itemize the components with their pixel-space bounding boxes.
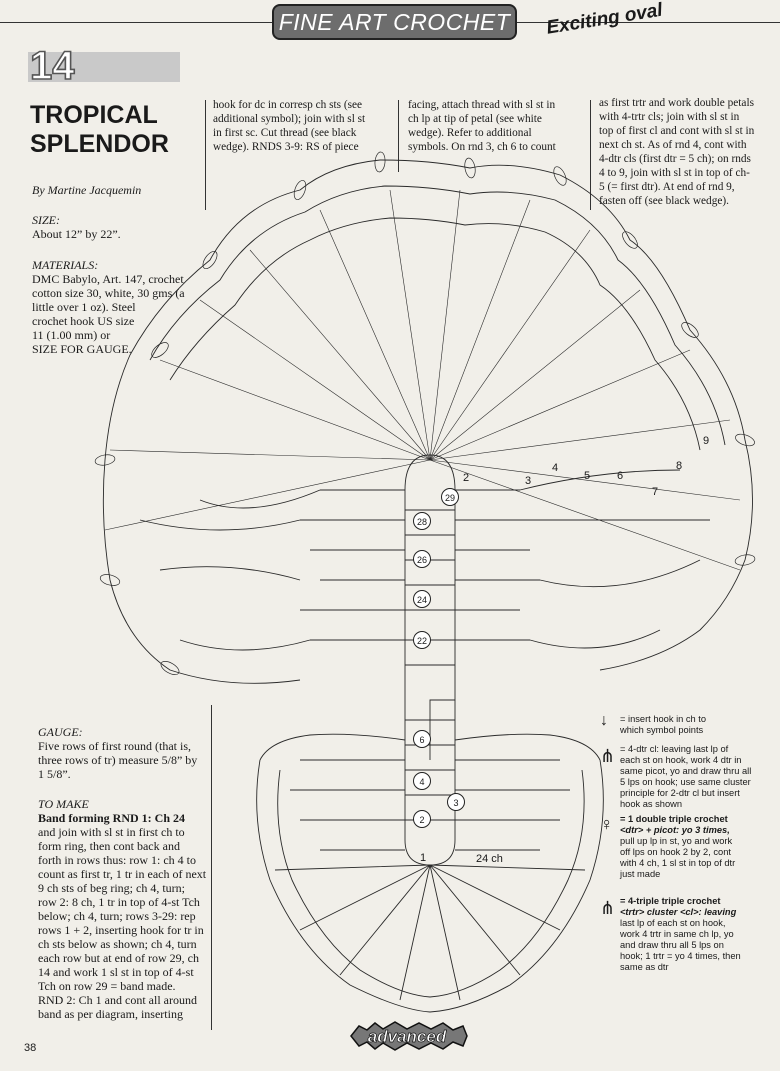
chain-annotation: 24 ch <box>476 853 503 865</box>
legend-line: same as dtr <box>620 962 669 972</box>
legend-item <box>598 742 778 812</box>
legend-line: same picot, yo and draw thru all <box>620 766 752 776</box>
text-line: facing, attach thread with sl st in <box>408 99 556 111</box>
legend-line: principle for 2-dtr cl but insert <box>620 788 740 798</box>
legend-line: hook; 1 trtr = yo 4 times, then <box>620 951 741 961</box>
materials-label: MATERIALS: <box>32 258 99 272</box>
legend-line: = 4-triple triple crochet <box>620 896 721 906</box>
legend-line: each st on hook, work 4 dtr in <box>620 755 742 765</box>
four-trtr-cluster-icon: ⋔ <box>600 898 616 918</box>
band-row-label: 24 <box>413 590 431 608</box>
round-label: 7 <box>652 486 659 498</box>
legend-item <box>598 712 778 742</box>
level-badge-label: advanced <box>367 1027 447 1046</box>
round-label: 3 <box>525 475 532 487</box>
text-line: form ring, then cont back and <box>38 839 180 853</box>
legend-line: off lps on hook 2 by 2, cont <box>620 847 731 857</box>
legend-line: 5 lps on hook; use same cluster <box>620 777 751 787</box>
size-label: SIZE: <box>32 213 60 227</box>
text-line: band as per diagram, inserting <box>38 1007 183 1021</box>
legend-item <box>598 812 778 894</box>
text-line: wedge). Refer to additional <box>408 127 532 139</box>
text-line: Tch on row 29 = band made. <box>38 979 176 993</box>
text-line: below; ch 4, turn; rows 3-29: rep <box>38 909 196 923</box>
band-row-label: 3 <box>447 793 465 811</box>
lower-fan <box>257 734 604 1012</box>
gauge-label: GAUGE: <box>38 725 83 739</box>
text-line: wedge). RNDS 3-9: RS of piece <box>213 141 359 153</box>
band-row-label: 2 <box>413 810 431 828</box>
text-line: next ch st. As of rnd 4, cont with <box>599 139 747 151</box>
magazine-title-banner: FINE ART CROCHET <box>272 4 517 40</box>
legend-line: <dtr> + picot: yo 3 times, <box>620 825 730 835</box>
legend-line: <trtr> cluster <cl>: leaving <box>620 907 737 917</box>
materials-line: SIZE FOR GAUGE. <box>32 342 132 356</box>
text-line: 1 5/8”. <box>38 767 71 781</box>
pattern-number: 14 <box>30 44 75 88</box>
legend-item <box>598 894 778 984</box>
text-line: rows 1 + 2, inserting hook for tr in <box>38 923 204 937</box>
text-line: 5 (= first dtr). At end of rnd 9, <box>599 181 735 193</box>
page-number: 38 <box>24 1042 37 1054</box>
band-row-label: 22 <box>413 631 431 649</box>
legend-line: = 4-dtr cl: leaving last lp of <box>620 744 729 754</box>
text-line: row 2: 8 ch, 1 tr in top of 4-st Tch <box>38 895 200 909</box>
author-byline: By Martine Jacquemin <box>32 183 142 197</box>
materials-line: DMC Babylo, Art. 147, crochet <box>32 272 184 286</box>
round-label: 6 <box>617 470 624 482</box>
level-badge <box>345 1020 470 1052</box>
band-row-label: 26 <box>413 550 431 568</box>
text-line: RND 2: Ch 1 and cont all around <box>38 993 197 1007</box>
size-value: About 12” by 22”. <box>32 227 121 241</box>
insert-hook-icon: ↓ <box>600 712 608 729</box>
round-label: 2 <box>463 472 470 484</box>
band-row-label: 4 <box>413 772 431 790</box>
legend-line: pull up lp in st, yo and work <box>620 836 733 846</box>
text-line: each row but at end of row 29, ch <box>38 951 199 965</box>
legend-line: = 1 double triple crochet <box>620 814 728 824</box>
legend-line: with 4 ch, 1 sl st in top of dtr <box>620 858 736 868</box>
materials-line: cotton size 30, white, 30 gms (a <box>32 286 185 300</box>
legend-line: = insert hook in ch to <box>620 714 707 724</box>
text-line: three rows of tr) measure 5/8” by <box>38 753 198 767</box>
legend-line: last lp of each st on hook, <box>620 918 726 928</box>
text-line: 9 ch sts of beg ring; ch 4, turn; <box>38 881 185 895</box>
text-line: top of first cl and cont with sl st in <box>599 125 755 137</box>
round-label: 9 <box>703 435 710 447</box>
text-line: in first sc. Cut thread (see black <box>213 127 357 139</box>
band-row-label: 29 <box>441 488 459 506</box>
legend-line: hook as shown <box>620 799 683 809</box>
text-line: additional symbol); join with sl st <box>213 113 366 125</box>
symbol-legend <box>598 712 778 984</box>
band-row-label: 28 <box>413 512 431 530</box>
title-line-2: SPLENDOR <box>30 130 169 158</box>
dtr-picot-icon: ♀ <box>600 814 614 834</box>
tagline: Exciting oval <box>545 0 665 39</box>
text-line: Five rows of first round (that is, <box>38 739 191 753</box>
legend-line: just made <box>620 869 661 879</box>
text-line: Band forming RND 1: Ch 24 <box>38 811 186 825</box>
legend-line: and draw thru all 5 lps on <box>620 940 724 950</box>
round-label: 4 <box>552 462 559 474</box>
text-line: with 4-trtr cls; join with sl st in <box>599 111 740 123</box>
materials-line: 11 (1.00 mm) or <box>32 328 111 342</box>
band-row-label: 1 <box>420 852 427 864</box>
text-line: 4 to 9, join with sl st in top of ch- <box>599 167 750 179</box>
text-line: and join with sl st in first ch to <box>38 825 185 839</box>
four-dtr-cluster-icon: ⋔ <box>600 746 616 766</box>
round-label: 8 <box>676 460 683 472</box>
text-line: symbols. On rnd 3, ch 6 to count <box>408 141 556 153</box>
text-line: ch sts below as shown; ch 4, turn <box>38 937 197 951</box>
materials-line: little over 1 oz). Steel <box>32 300 136 314</box>
text-line: count as first tr, 1 tr in each of next <box>38 867 207 881</box>
title-line-1: TROPICAL <box>30 101 158 129</box>
band-row-label: 6 <box>413 730 431 748</box>
text-line: 4-dtr cls (first dtr = 5 ch); on rnds <box>599 153 751 165</box>
round-label: 5 <box>584 470 591 482</box>
materials-line: crochet hook US size <box>32 314 135 328</box>
text-line: hook for dc in corresp ch sts (see <box>213 99 363 111</box>
legend-line: work 4 trtr in same ch lp, yo <box>620 929 734 939</box>
text-line: 14 and work 1 sl st in top of 4-st <box>38 965 194 979</box>
text-line: as first trtr and work double petals <box>599 97 754 109</box>
legend-line: which symbol points <box>620 725 704 735</box>
to-make-label: TO MAKE <box>38 797 89 811</box>
text-line: fasten off (see black wedge). <box>599 195 729 207</box>
text-line: ch lp at tip of petal (see white <box>408 113 542 125</box>
text-line: forth in rows thus: row 1: ch 4 to <box>38 853 196 867</box>
